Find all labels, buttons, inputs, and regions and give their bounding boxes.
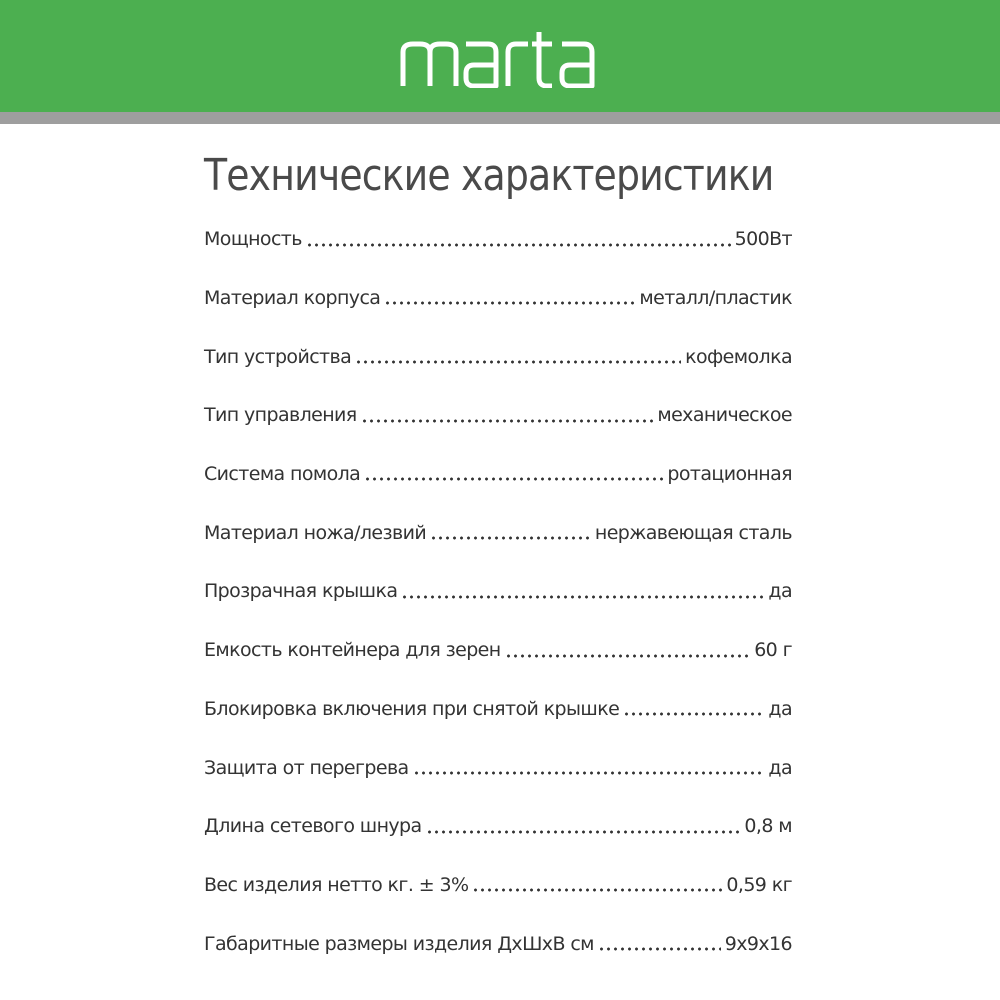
spec-row — [204, 621, 792, 680]
spec-row — [204, 327, 792, 386]
spec-row — [204, 738, 792, 797]
spec-value: нержавеющая сталь — [594, 521, 792, 544]
marta-logo — [400, 28, 600, 88]
dotted-leader — [430, 536, 591, 540]
spec-row — [204, 562, 792, 621]
spec-row — [204, 797, 792, 856]
dotted-leader — [361, 419, 654, 423]
spec-value: кофемолка — [685, 345, 792, 368]
spec-label: Блокировка включения при снятой крышке — [204, 697, 620, 720]
dotted-leader — [623, 712, 764, 716]
header-stripe — [0, 112, 1000, 124]
dotted-leader — [306, 243, 731, 247]
spec-row — [204, 856, 792, 915]
dotted-leader — [505, 654, 751, 658]
dotted-leader — [355, 360, 681, 364]
dotted-leader — [472, 888, 722, 892]
spec-label: Длина сетевого шнура — [204, 815, 422, 838]
spec-label: Материал ножа/лезвий — [204, 521, 427, 544]
spec-row — [204, 210, 792, 269]
spec-label: Мощность — [204, 228, 302, 251]
dotted-leader — [598, 947, 721, 951]
spec-label: Емкость контейнера для зерен — [204, 639, 501, 662]
spec-label: Вес изделия нетто кг. ± 3% — [204, 873, 469, 896]
spec-row — [204, 914, 792, 973]
spec-label: Прозрачная крышка — [204, 580, 398, 603]
spec-label: Материал корпуса — [204, 287, 381, 310]
dotted-leader — [413, 771, 765, 775]
dotted-leader — [384, 301, 635, 305]
spec-value: 0,8 м — [744, 815, 792, 838]
spec-value: да — [768, 580, 792, 603]
page-title: Технические характеристики — [204, 150, 774, 201]
spec-value: да — [768, 697, 792, 720]
spec-value: металл/пластик — [639, 287, 792, 310]
spec-label: Защита от перегрева — [204, 756, 409, 779]
dotted-leader — [364, 477, 663, 481]
spec-row — [204, 445, 792, 504]
spec-label: Тип управления — [204, 404, 357, 427]
spec-row — [204, 386, 792, 445]
spec-value: 500Вт — [734, 228, 792, 251]
spec-list — [204, 210, 792, 973]
spec-row — [204, 680, 792, 739]
spec-value: 9х9х16 — [724, 932, 792, 955]
spec-value: 60 г — [754, 639, 792, 662]
spec-value: 0,59 кг — [726, 873, 792, 896]
brand-logo — [0, 18, 1000, 98]
spec-row — [204, 269, 792, 328]
dotted-leader — [401, 595, 764, 599]
spec-label: Габаритные размеры изделия ДхШхВ см — [204, 932, 594, 955]
spec-value: ротационная — [667, 463, 792, 486]
dotted-leader — [426, 830, 741, 834]
spec-value: да — [768, 756, 792, 779]
spec-value: механическое — [657, 404, 792, 427]
spec-label: Система помола — [204, 463, 361, 486]
spec-label: Тип устройства — [204, 345, 352, 368]
spec-row — [204, 503, 792, 562]
